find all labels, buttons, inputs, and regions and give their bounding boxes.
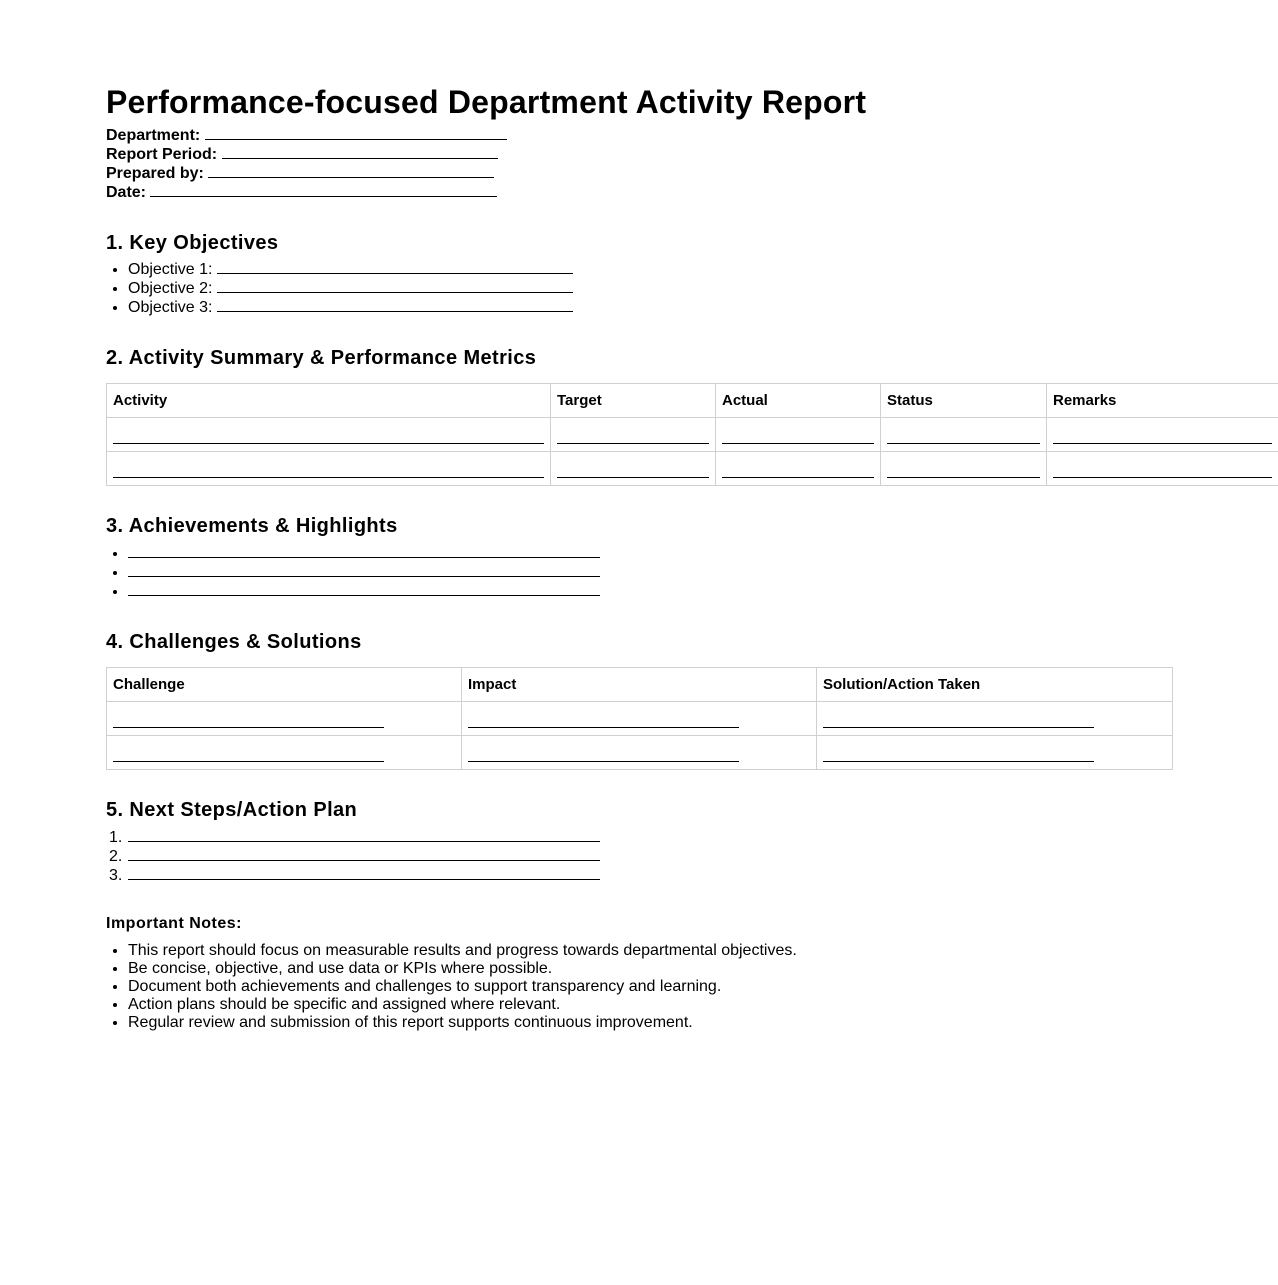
- meta-department: [106, 126, 1278, 145]
- solution-field[interactable]: [823, 749, 1094, 762]
- objective-label: Objective 2:: [128, 280, 213, 297]
- achievement-field[interactable]: [128, 544, 600, 558]
- activity-table: [106, 383, 1278, 486]
- table-cell: [107, 452, 551, 486]
- list-item: • Document both achievements and challenges to support transparency and learning.: [128, 978, 1278, 996]
- status-field[interactable]: [887, 431, 1040, 444]
- list-item: [106, 828, 1278, 847]
- list-item: [128, 279, 1278, 298]
- objective-field[interactable]: [217, 260, 573, 274]
- column-header: Remarks: [1047, 384, 1278, 418]
- table-cell: [551, 418, 716, 452]
- challenge-field[interactable]: [113, 749, 384, 762]
- table-cell: [107, 418, 551, 452]
- notes-list: [106, 942, 1278, 1032]
- objective-field[interactable]: [217, 279, 573, 293]
- step-number: 3.: [109, 867, 123, 884]
- table-row: [107, 418, 1278, 452]
- target-field[interactable]: [557, 465, 709, 478]
- report-meta: [106, 126, 1278, 202]
- column-header: Challenge: [107, 668, 462, 702]
- impact-field[interactable]: [468, 715, 739, 728]
- date-field[interactable]: [150, 183, 497, 197]
- column-header: Status: [881, 384, 1047, 418]
- table-cell: [107, 702, 462, 736]
- activity-field[interactable]: [113, 431, 544, 444]
- list-item: [128, 582, 1278, 601]
- list-item: • Be concise, objective, and use data or KPIs where possible.: [128, 960, 1278, 978]
- list-item: [128, 260, 1278, 279]
- section-heading-next-steps: 5. Next Steps/Action Plan: [106, 799, 358, 821]
- meta-report-period: [106, 145, 1278, 164]
- remarks-field[interactable]: [1053, 431, 1272, 444]
- table-header-row: [107, 384, 1278, 418]
- actual-field[interactable]: [722, 431, 874, 444]
- meta-label: Report Period:: [106, 146, 218, 163]
- table-cell: [881, 418, 1047, 452]
- column-header: Actual: [716, 384, 881, 418]
- step-number: 1.: [109, 829, 123, 846]
- impact-field[interactable]: [468, 749, 739, 762]
- table-cell: [1047, 452, 1278, 486]
- meta-prepared-by: [106, 164, 1278, 183]
- section-heading-activity: 2. Activity Summary & Performance Metrics: [106, 347, 537, 369]
- actual-field[interactable]: [722, 465, 874, 478]
- list-item: [128, 544, 1278, 563]
- prepared-by-field[interactable]: [208, 164, 494, 178]
- step-field[interactable]: [128, 847, 600, 861]
- meta-date: [106, 183, 1278, 202]
- column-header: Solution/Action Taken: [817, 668, 1173, 702]
- meta-label: Date:: [106, 184, 147, 201]
- table-cell: [817, 736, 1173, 770]
- list-item: [106, 866, 1278, 885]
- status-field[interactable]: [887, 465, 1040, 478]
- table-row: [107, 736, 1173, 770]
- objective-label: Objective 1:: [128, 261, 213, 278]
- report-period-field[interactable]: [222, 145, 498, 159]
- list-item: [128, 563, 1278, 582]
- list-item: • This report should focus on measurable results and progress towards departmental objectives.: [128, 942, 1278, 960]
- section-heading-challenges: 4. Challenges & Solutions: [106, 631, 362, 653]
- table-cell: [817, 702, 1173, 736]
- meta-label: Prepared by:: [106, 165, 204, 182]
- table-header-row: [107, 668, 1173, 702]
- column-header: Impact: [462, 668, 817, 702]
- column-header: Target: [551, 384, 716, 418]
- step-field[interactable]: [128, 866, 600, 880]
- objectives-list: [106, 260, 1278, 317]
- table-cell: [551, 452, 716, 486]
- step-field[interactable]: [128, 828, 600, 842]
- table-row: [107, 452, 1278, 486]
- section-heading-objectives: 1. Key Objectives: [106, 232, 279, 254]
- step-number: 2.: [109, 848, 123, 865]
- report-page: [106, 82, 1278, 1032]
- activity-field[interactable]: [113, 465, 544, 478]
- page-title: Performance-focused Department Activity Report: [106, 84, 867, 120]
- table-cell: [716, 418, 881, 452]
- column-header: Activity: [107, 384, 551, 418]
- challenge-field[interactable]: [113, 715, 384, 728]
- list-item: [128, 298, 1278, 317]
- solution-field[interactable]: [823, 715, 1094, 728]
- achievement-field[interactable]: [128, 582, 600, 596]
- table-row: [107, 702, 1173, 736]
- list-item: • Regular review and submission of this report supports continuous improvement.: [128, 1014, 1278, 1032]
- table-cell: [462, 736, 817, 770]
- challenges-table: [106, 667, 1173, 770]
- department-field[interactable]: [205, 126, 507, 140]
- achievement-field[interactable]: [128, 563, 600, 577]
- table-cell: [462, 702, 817, 736]
- notes-title: Important Notes:: [106, 915, 242, 932]
- objective-field[interactable]: [217, 298, 573, 312]
- section-heading-achievements: 3. Achievements & Highlights: [106, 515, 398, 537]
- table-cell: [1047, 418, 1278, 452]
- table-cell: [881, 452, 1047, 486]
- target-field[interactable]: [557, 431, 709, 444]
- list-item: [106, 847, 1278, 866]
- achievements-list: [106, 544, 1278, 601]
- next-steps-list: [106, 828, 1278, 885]
- table-cell: [716, 452, 881, 486]
- objective-label: Objective 3:: [128, 299, 213, 316]
- remarks-field[interactable]: [1053, 465, 1272, 478]
- list-item: • Action plans should be specific and assigned where relevant.: [128, 996, 1278, 1014]
- table-cell: [107, 736, 462, 770]
- meta-label: Department:: [106, 127, 201, 144]
